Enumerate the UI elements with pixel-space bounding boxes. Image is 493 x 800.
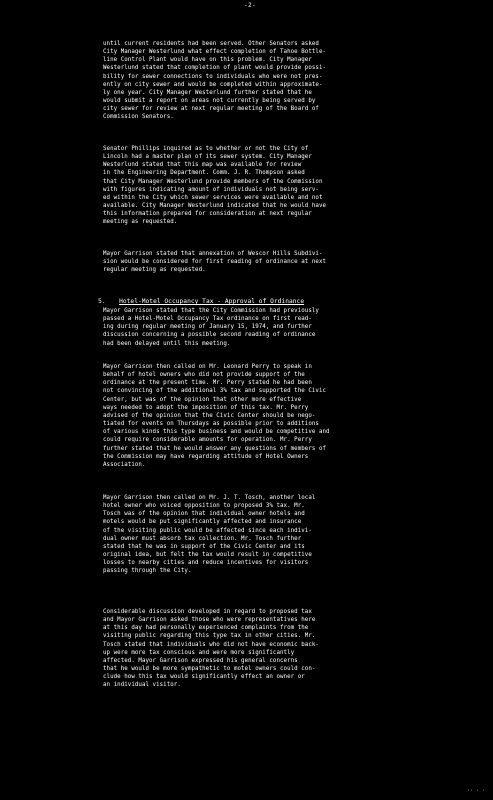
section-number: 5.	[98, 298, 106, 306]
paragraph-perry-remarks: Mayor Garrison then called on Mr. Leonard Perry to speak in behalf of hotel owners who did not provide support of the ordinance at the present time. Mr. Perry stated he had been not convincing of the additional 3% tax and supported the Civic Center, but was of the opinion that other more effective ways needed to adopt the imposition of this tax. Mr. Perry advised of the opinion that the Civic Center should be nego- tiated for events on Thursdays as possible prior to additions of various kinds this type business and would be competitive and could require considerable amounts for operation. Mr. Perry further stated that he would answer any questions of members of the Commission may have regarding attitude of Hotel Owners Association.	[103, 364, 330, 468]
section-title: Hotel-Motel Occupancy Tax - Approval of Ordinance	[119, 298, 305, 306]
paragraph-annexation: Mayor Garrison stated that annexation of Wescor Hills Subdivi- sion would be considered for first reading of ordinance at next regular meeting as requested.	[103, 251, 327, 274]
paragraph-sewer-master-plan: Senator Phillips inquired as to whether or not the City of Lincoln had a master plan of its sewer system. City Manager Westerlund stated that this map was available for review in the Engineering Department. Comm. J. R. Thompson asked that City Manager Westerlund provide members of the Commission with figures indicating amount of individuals not being serv- ed within the City which sewer services were available and not available. City Manager Westerlund indicated that he would have this information prepared for consideration at next regular meeting as requested.	[103, 146, 327, 226]
paragraph-sewer-service: until current residents had been served. Other Senators asked City Manager Westerlund what effect completion of Tahoe Bottle- line Control Plant would have on this problem. City Manager Westerlund stated that completion of plant would provide possi- bility for sewer connections to individuals who were not pres- ently on city sewer and would be completed within approximate- ly one year. City Manager Westerlund further stated that he would submit a report on areas not currently being served by city sewer for review at next regular meeting of the Board of Commission Senators.	[103, 41, 327, 121]
paragraph-discussion: Considerable discussion developed in regard to proposed tax and Mayor Garrison asked those who were representatives here at this day had personally experienced complaints from the visiting public regarding this type tax in other cities. Mr. Tosch stated that individuals who did not have economic back- up were more tax conscious and were more significantly affected. Mayor Garrison expressed his general concerns that he would be more sympathetic to motel owners could con- clude how this tax would significantly effect an owner or an individual visitor.	[103, 609, 319, 689]
page-number: -2-	[244, 2, 257, 9]
paragraph-tosch-remarks: Mayor Garrison then called on Mr. J. T. Tosch, another local hotel owner who voiced opposition to proposed 3% tax. Mr. Tosch was of the opinion that individual owner hotels and motels would be put significantly affected and insurance of the visiting public would be affected since each indivi- dual owner must absorb tax collection. Mr. Tosch further stated that he was in support of the Civic Center and its original idea, but felt the tax would result in competitive losses to nearby cities and reduce incentives for visitors passing through the City.	[103, 495, 316, 575]
scan-mark: ·· · ·	[466, 788, 485, 794]
paragraph-tax-background: Mayor Garrison stated that the City Commission had previously passed a Hotel-Motel Occupancy Tax ordinance on first read- ing during regular meeting of January 15, 1974, and further discussion concerning a possible second reading of ordinance had been delayed until this meeting.	[103, 308, 319, 347]
